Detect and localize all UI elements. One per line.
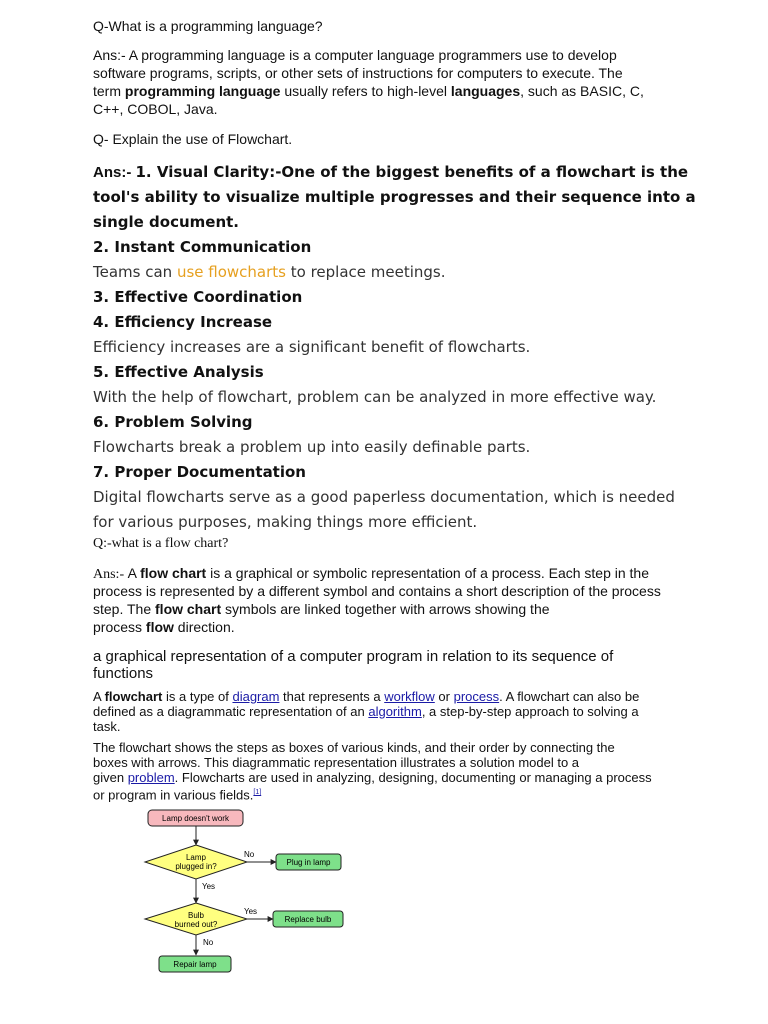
- decision-label: Lamp: [185, 853, 207, 862]
- question-programming-language: Q-What is a programming language?: [93, 18, 323, 34]
- text: A: [93, 689, 105, 704]
- benefit-heading: 1. Visual Clarity:-One of the biggest benefits of a flowchart is the: [135, 163, 689, 181]
- text: symbols are linked together with arrows showing the: [221, 601, 550, 617]
- answer-line: software programs, scripts, or other sets of instructions for computers to execute. The: [93, 65, 623, 81]
- benefit-heading: 6. Problem Solving: [93, 413, 253, 431]
- text: direction.: [173, 619, 235, 635]
- text: . Flowcharts are used in analyzing, designing, documenting or managing a process: [174, 770, 652, 785]
- decision-label: Bulb: [187, 911, 205, 920]
- text: defined as a diagrammatic representation of an: [93, 704, 369, 719]
- definition-heading: functions: [93, 665, 154, 682]
- answer-line: process is represented by a different symbol and contains a short description of the process: [93, 583, 661, 599]
- benefit-heading: 3. Effective Coordination: [93, 288, 303, 306]
- answer-line: single document.: [93, 213, 239, 231]
- reference-link[interactable]: [1]: [253, 789, 262, 796]
- benefit-text: Efficiency increases are a significant benefit of flowcharts.: [93, 338, 531, 356]
- benefit-text: Digital flowcharts serve as a good paperless documentation, which is needed: [93, 488, 675, 506]
- start-label: Lamp doesn't work: [162, 814, 229, 823]
- text: is a graphical or symbolic representation of a process. Each step in the: [206, 565, 650, 581]
- bold-term: flow chart: [155, 601, 222, 617]
- use-flowcharts-link[interactable]: use flowcharts: [176, 263, 286, 281]
- question-flowchart-use: Q- Explain the use of Flowchart.: [93, 131, 293, 147]
- benefit-heading: 4. Efficiency Increase: [93, 313, 273, 331]
- question-flow-chart: Q:-what is a flow chart?: [93, 536, 229, 551]
- bold-term: languages: [450, 83, 521, 99]
- text: Teams can: [93, 263, 177, 281]
- text: step. The: [93, 601, 156, 617]
- text: is a type of: [162, 689, 233, 704]
- text: given: [93, 770, 128, 785]
- text: . A flowchart can also be: [499, 689, 640, 704]
- answer-prefix: Ans:-: [93, 164, 136, 181]
- text: , a step-by-step approach to solving a: [421, 704, 639, 719]
- answer-line: Ans:- A programming language is a computer language programmers use to develop: [93, 47, 617, 63]
- answer-line: C++, COBOL, Java.: [93, 101, 218, 117]
- bold-term: flowchart: [104, 689, 163, 704]
- workflow-link[interactable]: workflow: [384, 689, 435, 704]
- answer-prefix: Ans:-: [93, 567, 128, 582]
- text: process: [93, 619, 146, 635]
- decision-label: burned out?: [174, 920, 218, 929]
- text: , such as BASIC, C,: [520, 83, 644, 99]
- paragraph-line: boxes with arrows. This diagrammatic representation illustrates a solution model to a: [93, 755, 580, 770]
- action-label: Plug in lamp: [286, 858, 331, 867]
- diagram-link[interactable]: diagram: [232, 689, 280, 704]
- text: that represents a: [279, 689, 385, 704]
- benefit-heading: 2. Instant Communication: [93, 238, 312, 256]
- process-link[interactable]: process: [453, 689, 500, 704]
- decision-label: plugged in?: [175, 862, 217, 871]
- text: term: [93, 83, 125, 99]
- action-label: Replace bulb: [284, 915, 332, 924]
- branch-label-yes: Yes: [202, 882, 216, 891]
- text: to replace meetings.: [285, 263, 446, 281]
- text: or program in various fields.: [93, 787, 254, 803]
- branch-label-no: No: [203, 938, 214, 947]
- paragraph-line: task.: [93, 719, 121, 734]
- answer-line: tool's ability to visualize multiple progresses and their sequence into a: [93, 188, 696, 206]
- text: usually refers to high-level: [280, 83, 451, 99]
- benefit-heading: 5. Effective Analysis: [93, 363, 264, 381]
- bold-term: flow: [145, 619, 174, 635]
- benefit-text: With the help of flowchart, problem can be analyzed in more effective way.: [93, 388, 657, 406]
- bold-term: programming language: [124, 83, 281, 99]
- action-label: Repair lamp: [173, 960, 217, 969]
- benefit-heading: 7. Proper Documentation: [93, 463, 306, 481]
- definition-heading: a graphical representation of a computer program in relation to its sequence of: [93, 648, 614, 665]
- bold-term: flow chart: [140, 565, 207, 581]
- branch-label-yes: Yes: [244, 907, 258, 916]
- problem-link[interactable]: problem: [127, 770, 175, 785]
- branch-label-no: No: [244, 850, 255, 859]
- benefit-text: Flowcharts break a problem up into easily definable parts.: [93, 438, 531, 456]
- algorithm-link[interactable]: algorithm: [368, 704, 422, 719]
- paragraph-line: The flowchart shows the steps as boxes of various kinds, and their order by connecting the: [93, 740, 615, 755]
- text: or: [434, 689, 454, 704]
- benefit-text: for various purposes, making things more efficient.: [93, 513, 478, 531]
- text: A: [127, 565, 141, 581]
